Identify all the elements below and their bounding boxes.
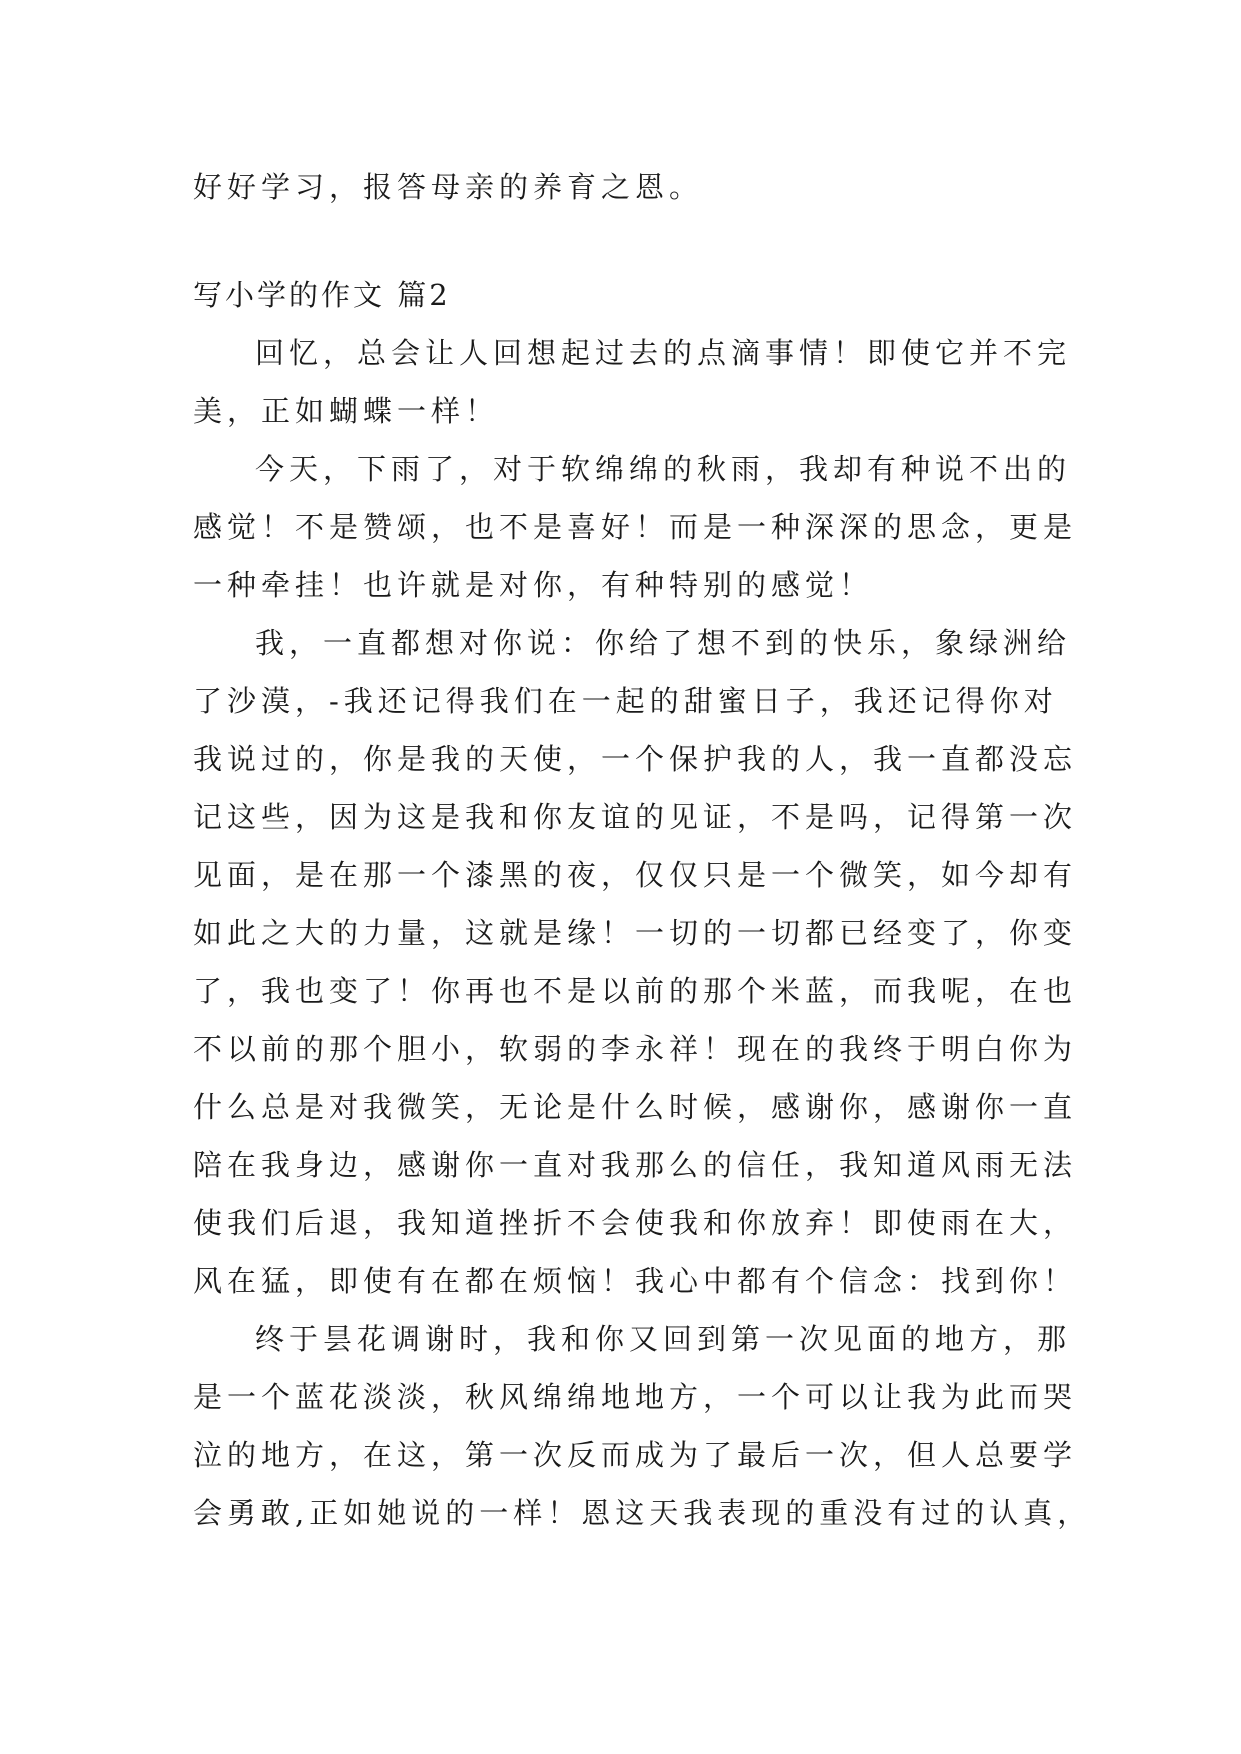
paragraph-line: 回忆，总会让人回想起过去的点滴事情！即使它并不完 xyxy=(255,336,1072,370)
paragraph-line: 什么总是对我微笑，无论是什么时候，感谢你，感谢你一直 xyxy=(193,1090,1078,1124)
paragraph-line: 记这些，因为这是我和你友谊的见证，不是吗，记得第一次 xyxy=(193,800,1078,834)
section-title: 写小学的作文 篇2 xyxy=(193,278,451,312)
paragraph-line: 了，我也变了！你再也不是以前的那个米蓝，而我呢，在也 xyxy=(193,974,1078,1008)
document-body xyxy=(193,158,1092,1542)
paragraph xyxy=(193,614,1078,1310)
paragraph xyxy=(193,440,1078,614)
section-gap xyxy=(193,216,1053,266)
paragraph-line: 不以前的那个胆小，软弱的李永祥！现在的我终于明白你为 xyxy=(193,1032,1078,1066)
paragraph-line: 一种牵挂！也许就是对你，有种特别的感觉！ xyxy=(193,568,874,602)
paragraph-line: 见面，是在那一个漆黑的夜，仅仅只是一个微笑，如今却有 xyxy=(193,858,1078,892)
paragraph-line: 今天，下雨了，对于软绵绵的秋雨，我却有种说不出的 xyxy=(255,452,1072,486)
paragraph-line: 泣的地方，在这，第一次反而成为了最后一次，但人总要学 xyxy=(193,1438,1078,1472)
paragraph-line: 会勇敢,正如她说的一样！恩这天我表现的重没有过的认真， xyxy=(193,1496,1092,1530)
paragraph-line: 终于昙花调谢时，我和你又回到第一次见面的地方，那 xyxy=(255,1322,1072,1356)
paragraph-line: 了沙漠，-我还记得我们在一起的甜蜜日子，我还记得你对 xyxy=(193,684,1058,718)
paragraph-line: 风在猛，即使有在都在烦恼！我心中都有个信念：找到你！ xyxy=(193,1264,1078,1298)
intro-line: 好好学习，报答母亲的养育之恩。 xyxy=(193,170,704,204)
paragraph-line: 如此之大的力量，这就是缘！一切的一切都已经变了，你变 xyxy=(193,916,1078,950)
paragraph-line: 感觉！不是赞颂，也不是喜好！而是一种深深的思念，更是 xyxy=(193,510,1078,544)
paragraph-line: 美，正如蝴蝶一样！ xyxy=(193,394,500,428)
paragraph-line: 使我们后退，我知道挫折不会使我和你放弃！即使雨在大， xyxy=(193,1206,1078,1240)
paragraph xyxy=(193,324,1072,440)
paragraph-line: 陪在我身边，感谢你一直对我那么的信任，我知道风雨无法 xyxy=(193,1148,1078,1182)
paragraph xyxy=(193,1310,1092,1542)
paragraph-line: 我说过的，你是我的天使，一个保护我的人，我一直都没忘 xyxy=(193,742,1078,776)
paragraph-line: 是一个蓝花淡淡，秋风绵绵地地方，一个可以让我为此而哭 xyxy=(193,1380,1078,1414)
paragraph-line: 我，一直都想对你说：你给了想不到的快乐，象绿洲给 xyxy=(255,626,1072,660)
